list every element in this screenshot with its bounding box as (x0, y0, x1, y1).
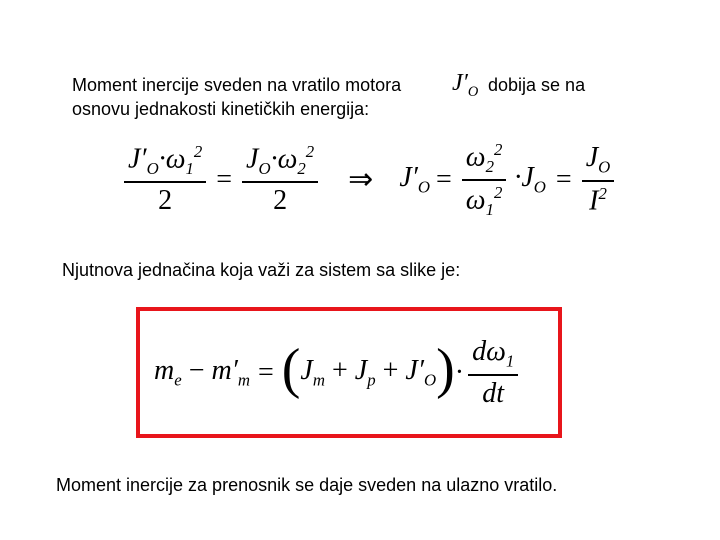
footer-text: Moment inercije za prenosnik se daje sveden na ulazno vratilo. (56, 475, 558, 495)
intro-text-a: Moment inercije sveden na vratilo motora (72, 75, 402, 95)
fraction-left: $\frac{J'_O\cdot\omega_1^2}{2}$ (124, 142, 206, 217)
kinetic-energy-equation: $\frac{J'_O\cdot\omega_1^2}{2}$ = $\frac{J_O\cdot\omega_2^2}{2}$ ⇒ $J'_O$ = $\frac{\omega_2^2}{\omega_1^2}$ $\cdot J_O$ = $\frac{J_O}{I^2}$ (120, 140, 618, 220)
result-lhs: $J'_O$ (399, 162, 430, 197)
implies-symbol: ⇒ (348, 163, 374, 197)
newton-intro: Njutnova jednačina koja važi za sistem sa slike je: (62, 260, 461, 280)
intro-line-1b: dobija se na (488, 75, 586, 95)
newton-terms: $J_m + J_p + J'_O$ (300, 355, 437, 390)
derivative-fraction: $\frac{d\omega_1}{dt}$ (468, 336, 518, 410)
fraction-final: $\frac{J_O}{I^2}$ (582, 142, 615, 217)
newton-lhs: $m_e - m'_m$ (154, 355, 250, 390)
fraction-ratio: $\frac{\omega_2^2}{\omega_1^2}$ (462, 140, 507, 220)
intro-line-1 (72, 74, 401, 96)
newton-equation: $m_e - m'_m$ = ( $J_m + J_p + J'_O$ ) · $\frac{d\omega_1}{dt}$ (154, 336, 522, 410)
fraction-middle: $\frac{J_O\cdot\omega_2^2}{2}$ (242, 142, 318, 217)
inline-symbol-j-prime-o: $J'_O$ (452, 70, 479, 100)
intro-line-2: osnovu jednakosti kinetičkih energija: (72, 99, 370, 119)
